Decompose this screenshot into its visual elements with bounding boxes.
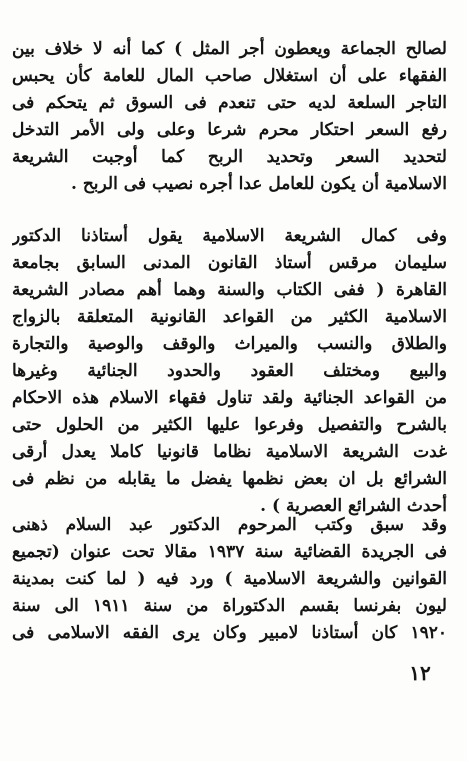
text-line: الشرائع بل ان بعض نظمها يفضل ما يقابله من نظم فى <box>12 469 447 489</box>
text-line: غدت الشريعة الاسلامية نظاما قانونيا كاملا يعدل أرقى <box>12 442 447 462</box>
text-line: والبيع ومختلف العقود والحدود الجنائية وغيرها <box>12 361 447 381</box>
text-line: ليون بفرنسا بقسم الدكتوراة من سنة ١٩١١ الى سنة <box>12 596 447 616</box>
text-line: لتحديد السعر وتحديد الربح كما أوجبت الشريعة <box>12 147 447 167</box>
text-line: القوانين والشريعة الاسلامية ) ورد فيه ( لما كنت بمدينة <box>12 569 447 589</box>
text-line: وقد سبق وكتب المرحوم الدكتور عبد السلام ذهنى <box>12 515 447 535</box>
text-line: بالشرح والتفصيل وفرعوا عليها الكثير من الحلول حتى <box>12 415 447 435</box>
text-line: ١٩٢٠ كان أستاذنا لامبير وكان يرى الفقه الاسلامى فى <box>12 623 447 643</box>
text-line: التاجر السلعة لديه حتى تنعدم فى السوق ثم يتحكم فى <box>12 93 447 113</box>
text-line: وفى كمال الشريعة الاسلامية يقول أستاذنا الدكتور <box>12 226 447 246</box>
paragraph-3 <box>12 512 447 647</box>
text-line: رفع السعر احتكار محرم شرعا وعلى ولى الأمر التدخل <box>12 120 447 140</box>
text-line: الاسلامية أن يكون للعامل عدا أجره نصيب فى الربح . <box>71 174 447 194</box>
text-line: سليمان مرقس أستاذ القانون المدنى السابق بجامعة <box>12 253 447 273</box>
paragraph-1 <box>12 36 447 198</box>
text-line: لصالح الجماعة ويعطون أجر المثل ) كما أنه لا خلاف بين <box>12 39 447 59</box>
text-line: فى الجريدة القضائية سنة ١٩٣٧ مقالا تحت عنوان (تجميع <box>12 542 447 562</box>
paragraph-2 <box>12 223 447 520</box>
text-line: الفقهاء على أن استغلال صاحب المال للعامة كأن يحبس <box>12 66 447 86</box>
page-number: ١٢ <box>409 661 431 685</box>
text-line: الاسلامية الكثير من القواعد القانونية المتعلقة بالزواج <box>12 307 447 327</box>
text-line: من القواعد الجنائية ولقد تناول فقهاء الاسلام هذه الاحكام <box>12 388 447 408</box>
text-line: والطلاق والنسب والميراث والوقف والوصية والتجارة <box>12 334 447 354</box>
text-line: أحدث الشرائع العصرية ) . <box>260 496 447 516</box>
text-line: القاهرة ( ففى الكتاب والسنة وهما أهم مصادر الشريعة <box>12 280 447 300</box>
